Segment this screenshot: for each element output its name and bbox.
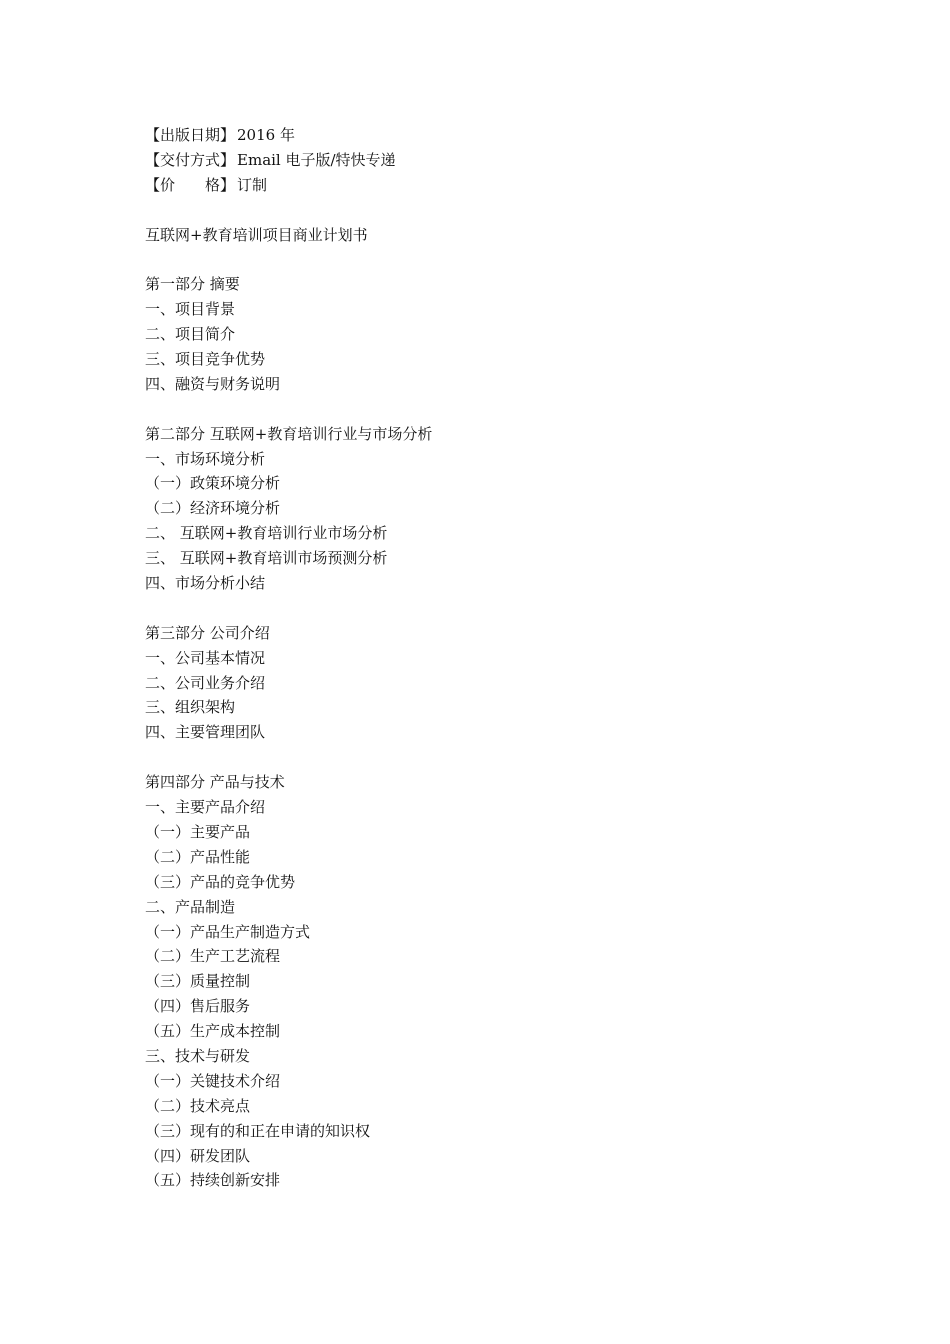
toc-item: 一、市场环境分析 [145,449,266,468]
toc-item: 四、融资与财务说明 [145,374,281,393]
toc-item: 三、 互联网+教育培训市场预测分析 [145,549,388,568]
document-title: 互联网+教育培训项目商业计划书 [145,225,368,244]
toc-item: 三、组织架构 [145,698,236,717]
toc-item: （一）政策环境分析 [145,474,281,493]
toc-item: （五）持续创新安排 [145,1171,281,1190]
toc-item: （二）经济环境分析 [145,499,281,518]
toc-section [145,422,845,621]
price-line [145,173,845,198]
publish-date-label: 【出版日期】 [145,126,236,144]
section-heading: 第三部分 公司介绍 [145,623,270,642]
toc-item: 二、公司业务介绍 [145,673,266,692]
toc-item: （三）现有的和正在申请的知识权 [145,1121,371,1140]
spacer [145,745,845,770]
toc-item: （四）研发团队 [145,1146,251,1165]
toc-item: 一、主要产品介绍 [145,798,266,817]
publish-date-value: 2016 年 [237,126,295,144]
toc-item: （一）产品生产制造方式 [145,922,311,941]
toc-item: 四、市场分析小结 [145,574,266,593]
toc-item: （三）产品的竞争优势 [145,872,296,891]
spacer [145,247,845,272]
section-heading: 第一部分 摘要 [145,275,240,294]
delivery-method-value: Email 电子版/特快专递 [237,150,396,169]
section-heading: 第二部分 互联网+教育培训行业与市场分析 [145,424,433,443]
toc-item: 二、产品制造 [145,897,236,916]
spacer [145,596,845,621]
delivery-method-label: 【交付方式】 [145,150,236,169]
toc-section [145,272,845,421]
spacer [145,198,845,223]
toc-item: 二、 互联网+教育培训行业市场分析 [145,524,388,543]
toc-section [145,770,845,1193]
price-value: 订制 [237,175,268,194]
toc-item: （一）主要产品 [145,822,251,841]
toc-item: 二、项目简介 [145,325,236,344]
toc-item: （三）质量控制 [145,972,251,991]
price-label: 【价 格】 [145,175,236,194]
spacer [145,397,845,422]
toc-item: （二）技术亮点 [145,1096,251,1115]
document-page [145,123,845,1193]
toc-item: （二）生产工艺流程 [145,947,281,966]
toc-section [145,621,845,770]
toc-item: 三、项目竞争优势 [145,350,266,369]
section-heading: 第四部分 产品与技术 [145,773,285,792]
toc-item: （一）关键技术介绍 [145,1071,281,1090]
toc-item: 一、公司基本情况 [145,648,266,667]
table-of-contents [145,272,845,1193]
toc-item: 四、主要管理团队 [145,723,266,742]
toc-item: 一、项目背景 [145,300,236,319]
delivery-method-line [145,148,845,173]
toc-item: （五）生产成本控制 [145,1022,281,1041]
toc-item: （四）售后服务 [145,997,251,1016]
toc-item: 三、技术与研发 [145,1046,251,1065]
publish-date-line [145,123,845,148]
toc-item: （二）产品性能 [145,847,251,866]
